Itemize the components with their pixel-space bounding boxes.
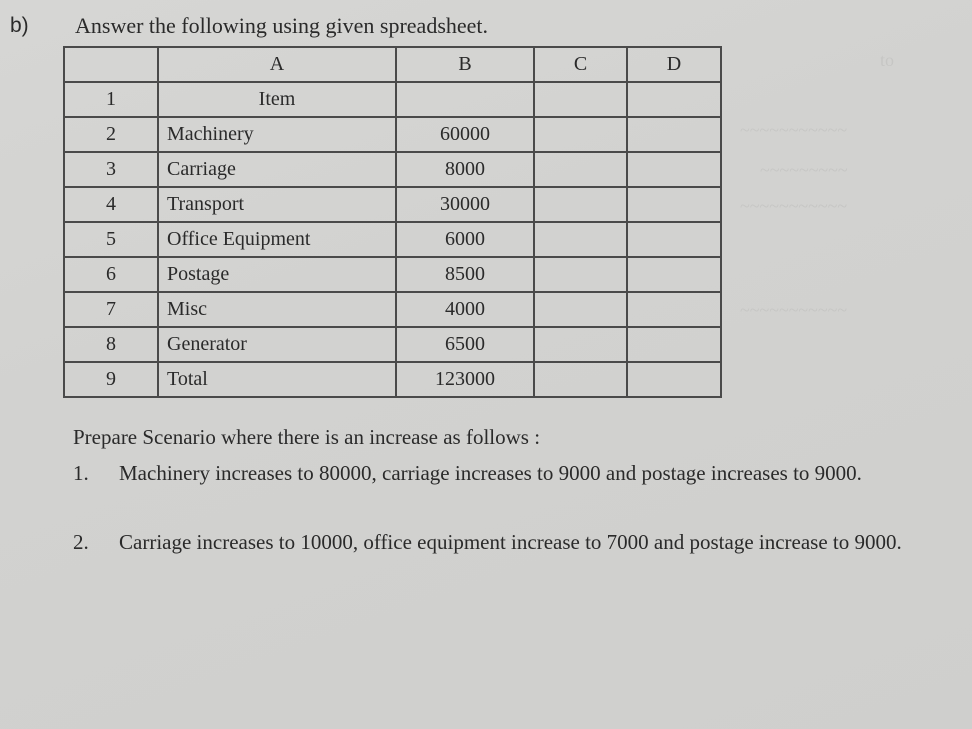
column-header-a: A (158, 47, 396, 82)
bleed-through-text: ~~~~~~~~~~~ (740, 196, 848, 216)
instructions-intro: Prepare Scenario where there is an increase as follows : (73, 425, 541, 449)
cell-a: Carriage (158, 152, 396, 187)
table-row (64, 222, 721, 257)
cell-a: Postage (158, 257, 396, 292)
cell-a: Generator (158, 327, 396, 362)
bleed-through-text: ~~~~~~~~~~~ (740, 300, 848, 320)
column-header-d: D (627, 47, 721, 82)
cell-c (534, 117, 627, 152)
table-row (64, 82, 721, 117)
cell-b: 8000 (396, 152, 534, 187)
row-number: 2 (64, 117, 158, 152)
cell-b (396, 82, 534, 117)
question-label: b) (10, 14, 29, 37)
bleed-through-text: ~~~~~~~~~~~ (740, 120, 848, 140)
cell-b: 8500 (396, 257, 534, 292)
item-text: Machinery increases to 80000, carriage increases to 9000 and postage increases to 9000. (119, 461, 862, 485)
cell-c (534, 362, 627, 397)
cell-d (627, 362, 721, 397)
table-row (64, 187, 721, 222)
cell-b: 6000 (396, 222, 534, 257)
cell-a: Misc (158, 292, 396, 327)
table-row (64, 117, 721, 152)
cell-c (534, 82, 627, 117)
table-row (64, 292, 721, 327)
cell-b: 4000 (396, 292, 534, 327)
table-row (64, 327, 721, 362)
cell-a: Office Equipment (158, 222, 396, 257)
column-header-b: B (396, 47, 534, 82)
column-header-row (64, 47, 721, 82)
table-row (64, 152, 721, 187)
item-text: Carriage increases to 10000, office equipment increase to 7000 and postage increase to 9000. (119, 530, 902, 554)
row-number: 8 (64, 327, 158, 362)
cell-c (534, 187, 627, 222)
cell-d (627, 292, 721, 327)
table-row-total (64, 362, 721, 397)
corner-cell (64, 47, 158, 82)
cell-c (534, 257, 627, 292)
cell-c (534, 152, 627, 187)
cell-b: 123000 (396, 362, 534, 397)
spreadsheet-table (63, 46, 722, 398)
cell-a: Transport (158, 187, 396, 222)
column-header-c: C (534, 47, 627, 82)
cell-a: Machinery (158, 117, 396, 152)
cell-b: 60000 (396, 117, 534, 152)
cell-b: 30000 (396, 187, 534, 222)
cell-d (627, 222, 721, 257)
cell-d (627, 187, 721, 222)
row-number: 7 (64, 292, 158, 327)
bleed-through-text: to (880, 50, 895, 70)
cell-d (627, 257, 721, 292)
bleed-through-text: ~~~~~~~~~ (760, 160, 848, 180)
cell-c (534, 292, 627, 327)
item-number: 2. (73, 530, 89, 554)
row-number: 5 (64, 222, 158, 257)
item-number: 1. (73, 461, 89, 485)
row-number: 9 (64, 362, 158, 397)
cell-a: Total (158, 362, 396, 397)
cell-d (627, 82, 721, 117)
cell-a: Item (158, 82, 396, 117)
cell-b: 6500 (396, 327, 534, 362)
cell-d (627, 117, 721, 152)
table-row (64, 257, 721, 292)
question-title: Answer the following using given spreadsheet. (75, 13, 489, 38)
cell-c (534, 222, 627, 257)
cell-d (627, 327, 721, 362)
cell-c (534, 327, 627, 362)
row-number: 6 (64, 257, 158, 292)
row-number: 3 (64, 152, 158, 187)
cell-d (627, 152, 721, 187)
row-number: 1 (64, 82, 158, 117)
row-number: 4 (64, 187, 158, 222)
